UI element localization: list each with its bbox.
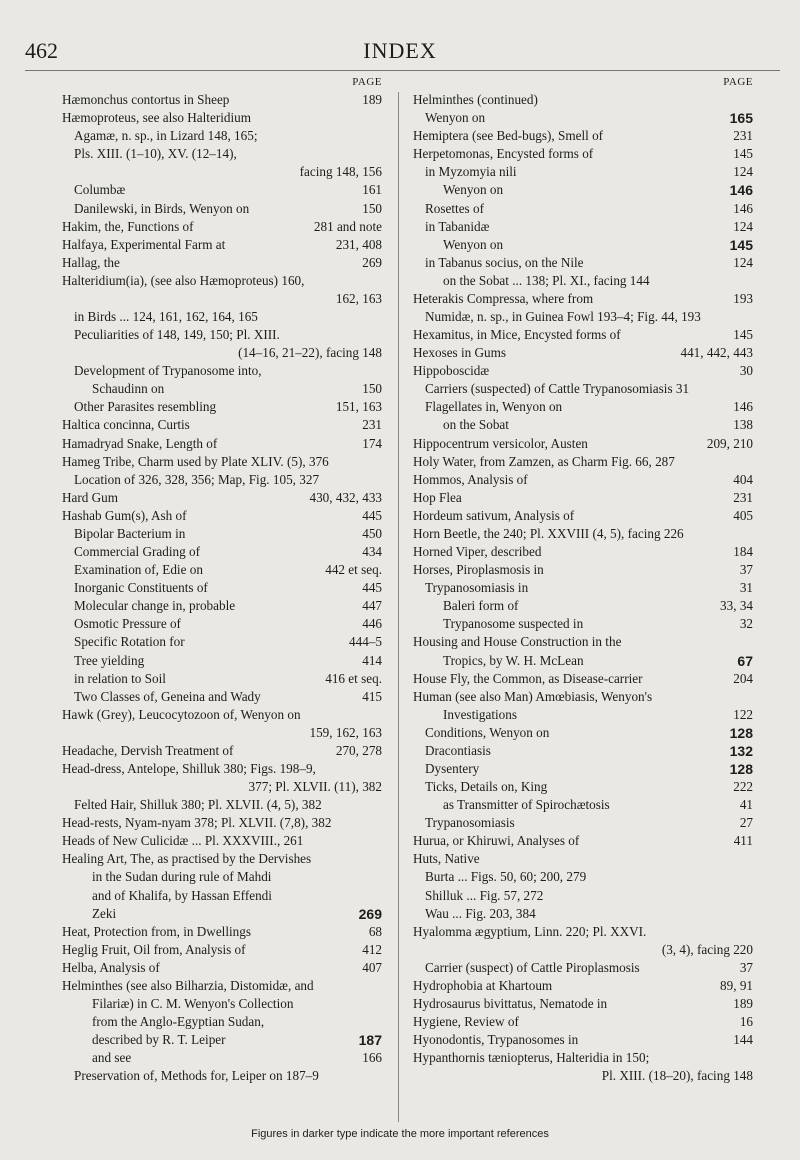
entry-text: Heglig Fruit, Oil from, Analysis of — [62, 941, 246, 957]
index-entry — [413, 615, 753, 633]
index-entry — [62, 760, 382, 778]
index-entry — [62, 181, 382, 199]
entry-page-ref: 161 — [359, 181, 382, 199]
entry-page-ref: 37 — [737, 561, 753, 579]
index-entry — [413, 941, 753, 959]
entry-text: Horned Viper, described — [413, 544, 542, 560]
index-entry — [413, 579, 753, 597]
entry-text: Hop Flea — [413, 489, 462, 505]
entry-text: Hæmonchus contortus in Sheep — [62, 92, 230, 108]
entry-text: Housing and House Construction in the — [413, 634, 622, 650]
entry-text: Hydrophobia at Khartoum — [413, 977, 553, 993]
index-entry — [413, 1067, 753, 1085]
entry-text: in relation to Soil — [74, 670, 166, 686]
entry-page-ref: 67 — [734, 652, 753, 670]
entry-text: Hexoses in Gums — [413, 345, 507, 361]
index-entry — [413, 959, 753, 977]
index-entry — [62, 218, 382, 236]
entry-text: Burta ... Figs. 50, 60; 200, 279 — [425, 869, 587, 885]
entry-page-ref: 404 — [730, 471, 753, 489]
entry-text: Ticks, Details on, King — [425, 779, 548, 795]
index-entry — [413, 181, 753, 199]
index-entry — [413, 416, 753, 434]
index-entry — [413, 127, 753, 145]
entry-page-ref: 146 — [730, 398, 753, 416]
entry-page-ref: 146 — [730, 200, 753, 218]
index-entry — [62, 435, 382, 453]
entry-text: Pls. XIII. (1–10), XV. (12–14), — [74, 146, 237, 162]
entry-page-ref: 124 — [730, 163, 753, 181]
entry-text: Wenyon on — [443, 182, 504, 198]
index-entry — [413, 254, 753, 272]
index-entry — [413, 507, 753, 525]
entry-text: Heterakis Compressa, where from — [413, 290, 594, 306]
entry-text: Hyonodontis, Trypanosomes in — [413, 1032, 579, 1048]
index-entry — [413, 218, 753, 236]
index-entry — [413, 471, 753, 489]
index-entry — [62, 814, 382, 832]
index-entry — [413, 796, 753, 814]
index-entry — [413, 1031, 753, 1049]
entry-page-ref: 407 — [359, 959, 382, 977]
entry-page-ref: 447 — [359, 597, 382, 615]
entry-text: Conditions, Wenyon on — [425, 724, 550, 740]
entry-text: Hygiene, Review of — [413, 1014, 519, 1030]
page-footer-note: Figures in darker type indicate the more important references — [251, 1128, 549, 1140]
entry-text: in the Sudan during rule of Mahdi — [92, 869, 272, 885]
index-entry — [62, 832, 382, 850]
entry-text: Columbæ — [74, 182, 126, 198]
entry-text: Location of 326, 328, 356; Map, Fig. 105, 327 — [74, 471, 320, 487]
index-entry — [62, 688, 382, 706]
entry-text: Baleri form of — [443, 598, 519, 614]
entry-page-ref: 132 — [727, 742, 753, 760]
index-entry — [62, 887, 382, 905]
entry-page-ref: 231, 408 — [333, 236, 382, 254]
index-entry — [413, 290, 753, 308]
entry-text: and of Khalifa, by Hassan Effendi — [92, 887, 272, 903]
entry-page-ref: 16 — [737, 1013, 753, 1031]
index-entry — [62, 453, 382, 471]
entry-page-ref: 151, 163 — [333, 398, 382, 416]
entry-text: Hallag, the — [62, 254, 120, 270]
entry-text: (14–16, 21–22), facing 148 — [238, 345, 382, 361]
entry-text: Trypanosomiasis — [425, 815, 515, 831]
index-entry — [62, 489, 382, 507]
entry-text: Wenyon on — [425, 110, 486, 126]
entry-text: Felted Hair, Shilluk 380; Pl. XLVII. (4, 5), 382 — [74, 797, 322, 813]
entry-text: Horses, Piroplasmosis in — [413, 562, 544, 578]
entry-page-ref: 145 — [730, 145, 753, 163]
index-entry — [413, 760, 753, 778]
entry-text: Head-dress, Antelope, Shilluk 380; Figs. 198–9, — [62, 760, 316, 776]
entry-text: Hakim, the, Functions of — [62, 218, 194, 234]
index-entry — [413, 832, 753, 850]
entry-text: Rosettes of — [425, 200, 484, 216]
entry-text: Agamæ, n. sp., in Lizard 148, 165; — [74, 128, 258, 144]
column-header-left: PAGE — [352, 76, 382, 88]
entry-text: Wau ... Fig. 203, 384 — [425, 905, 536, 921]
index-entry — [62, 597, 382, 615]
index-entry — [62, 163, 382, 181]
entry-page-ref: 411 — [731, 832, 753, 850]
index-entry — [413, 597, 753, 615]
entry-text: Head-rests, Nyam-nyam 378; Pl. XLVII. (7,8), 382 — [62, 815, 332, 831]
entry-page-ref: 138 — [730, 416, 753, 434]
entry-page-ref: 30 — [737, 362, 753, 380]
index-entry — [413, 543, 753, 561]
entry-text: Hyalomma ægyptium, Linn. 220; Pl. XXVI. — [413, 923, 647, 939]
entry-text: Hexamitus, in Mice, Encysted forms of — [413, 327, 621, 343]
entry-page-ref: 281 and note — [311, 218, 382, 236]
entry-text: Danilewski, in Birds, Wenyon on — [74, 200, 250, 216]
index-entry — [413, 453, 753, 471]
entry-text: Halteridium(ia), (see also Hæmoproteus) 160, — [62, 272, 305, 288]
index-entry — [62, 941, 382, 959]
index-entry — [62, 796, 382, 814]
index-entry — [62, 850, 382, 868]
header-rule — [25, 70, 780, 71]
entry-page-ref: 27 — [737, 814, 753, 832]
index-entry — [62, 471, 382, 489]
entry-page-ref: 444–5 — [346, 633, 382, 651]
entry-text: 162, 163 — [335, 290, 382, 306]
entry-text: Hamadryad Snake, Length of — [62, 435, 218, 451]
entry-page-ref: 187 — [356, 1031, 382, 1049]
entry-text: Hypanthornis tæniopterus, Halteridia in 150; — [413, 1050, 650, 1066]
index-entry — [413, 923, 753, 941]
index-entry — [413, 109, 753, 127]
index-entry — [62, 633, 382, 651]
entry-page-ref: 416 et seq. — [322, 670, 382, 688]
index-entry — [62, 561, 382, 579]
entry-text: Hydrosaurus bivittatus, Nematode in — [413, 995, 608, 1011]
entry-page-ref: 269 — [359, 254, 382, 272]
entry-text: Heat, Protection from, in Dwellings — [62, 923, 251, 939]
index-entry — [62, 742, 382, 760]
entry-text: Wenyon on — [443, 236, 504, 252]
entry-page-ref: 184 — [730, 543, 753, 561]
entry-text: Development of Trypanosome into, — [74, 363, 262, 379]
entry-text: Carriers (suspected) of Cattle Trypanosomiasis 31 — [425, 381, 690, 397]
entry-text: Hommos, Analysis of — [413, 471, 528, 487]
entry-page-ref: 231 — [730, 489, 753, 507]
entry-text: Trypanosomiasis in — [425, 580, 529, 596]
entry-text: Haltica concinna, Curtis — [62, 417, 190, 433]
entry-text: described by R. T. Leiper — [92, 1032, 226, 1048]
index-entry — [62, 543, 382, 561]
entry-page-ref: 442 et seq. — [322, 561, 382, 579]
index-entry — [413, 850, 753, 868]
entry-text: Bipolar Bacterium in — [74, 525, 186, 541]
entry-page-ref: 414 — [359, 652, 382, 670]
entry-text: Other Parasites resembling — [74, 399, 217, 415]
index-entry — [413, 362, 753, 380]
entry-text: Examination of, Edie on — [74, 562, 203, 578]
entry-text: Specific Rotation for — [74, 634, 185, 650]
entry-text: Peculiarities of 148, 149, 150; Pl. XIII. — [74, 327, 280, 343]
entry-page-ref: 68 — [366, 923, 382, 941]
index-entry — [62, 923, 382, 941]
entry-text: Preservation of, Methods for, Leiper on 187–9 — [74, 1068, 319, 1084]
entry-page-ref: 209, 210 — [704, 435, 753, 453]
entry-page-ref: 441, 442, 443 — [677, 344, 753, 362]
index-entry — [62, 290, 382, 308]
entry-text: Hæmoproteus, see also Halteridium — [62, 110, 251, 126]
entry-text: on the Sobat ... 138; Pl. XI., facing 144 — [443, 272, 650, 288]
index-entry — [62, 91, 382, 109]
entry-text: Headache, Dervish Treatment of — [62, 742, 234, 758]
entry-page-ref: 33, 34 — [717, 597, 753, 615]
entry-text: (3, 4), facing 220 — [661, 941, 753, 957]
index-entry — [413, 1049, 753, 1067]
entry-text: and see — [92, 1050, 132, 1066]
entry-page-ref: 189 — [730, 995, 753, 1013]
index-entry — [413, 308, 753, 326]
index-entry — [413, 145, 753, 163]
index-entry — [413, 380, 753, 398]
entry-text: Herpetomonas, Encysted forms of — [413, 146, 594, 162]
entry-text: Helminthes (continued) — [413, 92, 538, 108]
entry-page-ref: 270, 278 — [333, 742, 382, 760]
index-entry — [413, 814, 753, 832]
index-column-left — [62, 73, 382, 1085]
index-entry — [62, 507, 382, 525]
index-entry — [413, 344, 753, 362]
entry-page-ref: 37 — [737, 959, 753, 977]
index-entry — [62, 706, 382, 724]
index-entry — [62, 200, 382, 218]
index-column-right — [413, 73, 753, 1085]
index-entry — [413, 977, 753, 995]
index-entry — [62, 1067, 382, 1085]
entry-text: Hippoboscidæ — [413, 363, 490, 379]
entry-text: Huts, Native — [413, 851, 480, 867]
index-entry — [413, 995, 753, 1013]
entry-text: Filariæ) in C. M. Wenyon's Collection — [92, 995, 294, 1011]
index-entry — [62, 145, 382, 163]
entry-page-ref: 150 — [359, 200, 382, 218]
page-number: 462 — [25, 38, 58, 63]
entry-text: Commercial Grading of — [74, 544, 200, 560]
entry-text: in Tabanidæ — [425, 218, 490, 234]
entry-text: Helminthes (see also Bilharzia, Distomidæ, and — [62, 977, 314, 993]
index-entry — [62, 525, 382, 543]
index-entry — [62, 308, 382, 326]
index-entry — [413, 688, 753, 706]
index-entry — [413, 326, 753, 344]
entry-page-ref: 193 — [730, 290, 753, 308]
index-entry — [62, 652, 382, 670]
entry-text: Hurua, or Khiruwi, Analyses of — [413, 833, 580, 849]
index-entry — [413, 670, 753, 688]
index-entry — [62, 416, 382, 434]
entry-page-ref: 174 — [359, 435, 382, 453]
index-entry — [413, 200, 753, 218]
entry-text: Healing Art, The, as practised by the Dervishes — [62, 851, 312, 867]
index-entry — [413, 887, 753, 905]
entry-page-ref: 166 — [359, 1049, 382, 1067]
entry-page-ref: 41 — [737, 796, 753, 814]
entry-page-ref: 405 — [730, 507, 753, 525]
entry-text: Dracontiasis — [425, 742, 491, 758]
entry-text: on the Sobat — [443, 417, 509, 433]
entry-page-ref: 450 — [359, 525, 382, 543]
entry-page-ref: 446 — [359, 615, 382, 633]
index-entry — [413, 905, 753, 923]
entry-text: 377; Pl. XLVII. (11), 382 — [248, 779, 382, 795]
index-entry — [413, 398, 753, 416]
entry-page-ref: 445 — [359, 507, 382, 525]
entry-page-ref: 124 — [730, 218, 753, 236]
page-header — [0, 38, 800, 68]
entry-text: Trypanosome suspected in — [443, 616, 584, 632]
index-entry — [62, 398, 382, 416]
entry-text: House Fly, the Common, as Disease-carrier — [413, 670, 643, 686]
index-entry — [62, 236, 382, 254]
index-entry — [62, 977, 382, 995]
entry-page-ref: 150 — [359, 380, 382, 398]
entry-page-ref: 128 — [727, 760, 753, 778]
entry-text: Schaudinn on — [92, 381, 165, 397]
entry-page-ref: 415 — [359, 688, 382, 706]
column-header-right: PAGE — [723, 76, 753, 88]
entry-text: Holy Water, from Zamzen, as Charm Fig. 66, 287 — [413, 453, 675, 469]
entry-text: Hashab Gum(s), Ash of — [62, 507, 187, 523]
entry-text: Halfaya, Experimental Farm at — [62, 236, 226, 252]
index-entry — [62, 868, 382, 886]
entry-page-ref: 89, 91 — [717, 977, 753, 995]
index-entry — [62, 362, 382, 380]
entry-text: Tropics, by W. H. McLean — [443, 652, 584, 668]
index-entry — [62, 905, 382, 923]
index-entry — [62, 1013, 382, 1031]
index-entry — [62, 615, 382, 633]
entry-text: in Tabanus socius, on the Nile — [425, 254, 584, 270]
entry-page-ref: 445 — [359, 579, 382, 597]
entry-text: facing 148, 156 — [299, 164, 382, 180]
entry-page-ref: 412 — [359, 941, 382, 959]
entry-page-ref: 231 — [359, 416, 382, 434]
index-entry — [62, 1049, 382, 1067]
entry-text: Human (see also Man) Amœbiasis, Wenyon's — [413, 688, 653, 704]
entry-text: Inorganic Constituents of — [74, 580, 208, 596]
entry-page-ref: 122 — [730, 706, 753, 724]
entry-text: Flagellates in, Wenyon on — [425, 399, 563, 415]
index-entry — [62, 959, 382, 977]
entry-page-ref: 145 — [730, 326, 753, 344]
entry-text: Shilluk ... Fig. 57, 272 — [425, 887, 544, 903]
index-entry — [62, 778, 382, 796]
entry-text: Zeki — [92, 905, 117, 921]
index-entry — [62, 272, 382, 290]
index-entry — [62, 344, 382, 362]
entry-page-ref: 222 — [730, 778, 753, 796]
index-entry — [62, 670, 382, 688]
entry-page-ref: 144 — [730, 1031, 753, 1049]
entry-text: from the Anglo-Egyptian Sudan, — [92, 1014, 265, 1030]
entry-text: Horn Beetle, the 240; Pl. XXVIII (4, 5), facing 226 — [413, 525, 684, 541]
index-entry — [413, 742, 753, 760]
entry-text: Osmotic Pressure of — [74, 616, 181, 632]
entry-text: Hawk (Grey), Leucocytozoon of, Wenyon on — [62, 706, 301, 722]
entry-text: Hippocentrum versicolor, Austen — [413, 435, 588, 451]
entry-page-ref: 204 — [730, 670, 753, 688]
entry-text: Tree yielding — [74, 652, 145, 668]
entry-page-ref: 128 — [727, 724, 753, 742]
entry-page-ref: 434 — [359, 543, 382, 561]
entry-page-ref: 31 — [737, 579, 753, 597]
index-entry — [413, 435, 753, 453]
index-entry — [62, 995, 382, 1013]
index-entry — [413, 91, 753, 109]
index-entry — [413, 724, 753, 742]
entry-page-ref: 145 — [727, 236, 753, 254]
entry-text: Carrier (suspect) of Cattle Piroplasmosis — [425, 959, 640, 975]
entry-text: Numidæ, n. sp., in Guinea Fowl 193–4; Fig. 44, 193 — [425, 309, 701, 325]
entry-page-ref: 231 — [730, 127, 753, 145]
index-entry — [413, 236, 753, 254]
entry-text: Hemiptera (see Bed-bugs), Smell of — [413, 128, 604, 144]
index-entry — [413, 633, 753, 651]
entry-page-ref: 124 — [730, 254, 753, 272]
entry-page-ref: 189 — [359, 91, 382, 109]
index-entry — [413, 868, 753, 886]
entry-page-ref: 165 — [727, 109, 753, 127]
entry-text: Hameg Tribe, Charm used by Plate XLIV. (5), 376 — [62, 453, 329, 469]
page-title: INDEX — [363, 38, 437, 63]
entry-text: in Myzomyia nili — [425, 164, 517, 180]
index-entry — [62, 254, 382, 272]
entry-page-ref: 269 — [356, 905, 382, 923]
index-entry — [62, 109, 382, 127]
index-entry — [62, 326, 382, 344]
entry-page-ref: 146 — [727, 181, 753, 199]
index-entry — [413, 489, 753, 507]
entry-text: Investigations — [443, 706, 517, 722]
index-entry — [62, 1031, 382, 1049]
index-entry — [413, 1013, 753, 1031]
entry-text: in Birds ... 124, 161, 162, 164, 165 — [74, 309, 258, 325]
index-entry — [413, 272, 753, 290]
index-entry — [413, 525, 753, 543]
index-entry — [413, 652, 753, 670]
index-entry — [62, 127, 382, 145]
entry-text: Two Classes of, Geneina and Wady — [74, 688, 261, 704]
index-entry — [62, 380, 382, 398]
entry-text: as Transmitter of Spirochætosis — [443, 797, 610, 813]
index-entry — [413, 163, 753, 181]
index-entry — [62, 724, 382, 742]
column-divider — [398, 92, 399, 1122]
index-entry — [62, 579, 382, 597]
index-entry — [413, 778, 753, 796]
entry-text: Molecular change in, probable — [74, 598, 236, 614]
index-entry — [413, 706, 753, 724]
entry-text: Hordeum sativum, Analysis of — [413, 507, 575, 523]
entry-text: Pl. XIII. (18–20), facing 148 — [601, 1068, 753, 1084]
index-entry — [413, 561, 753, 579]
entry-text: 159, 162, 163 — [309, 724, 382, 740]
entry-page-ref: 430, 432, 433 — [306, 489, 382, 507]
entry-text: Hard Gum — [62, 489, 119, 505]
entry-text: Helba, Analysis of — [62, 959, 160, 975]
entry-text: Dysentery — [425, 760, 480, 776]
entry-page-ref: 32 — [737, 615, 753, 633]
entry-text: Heads of New Culicidæ ... Pl. XXXVIII., 261 — [62, 833, 304, 849]
